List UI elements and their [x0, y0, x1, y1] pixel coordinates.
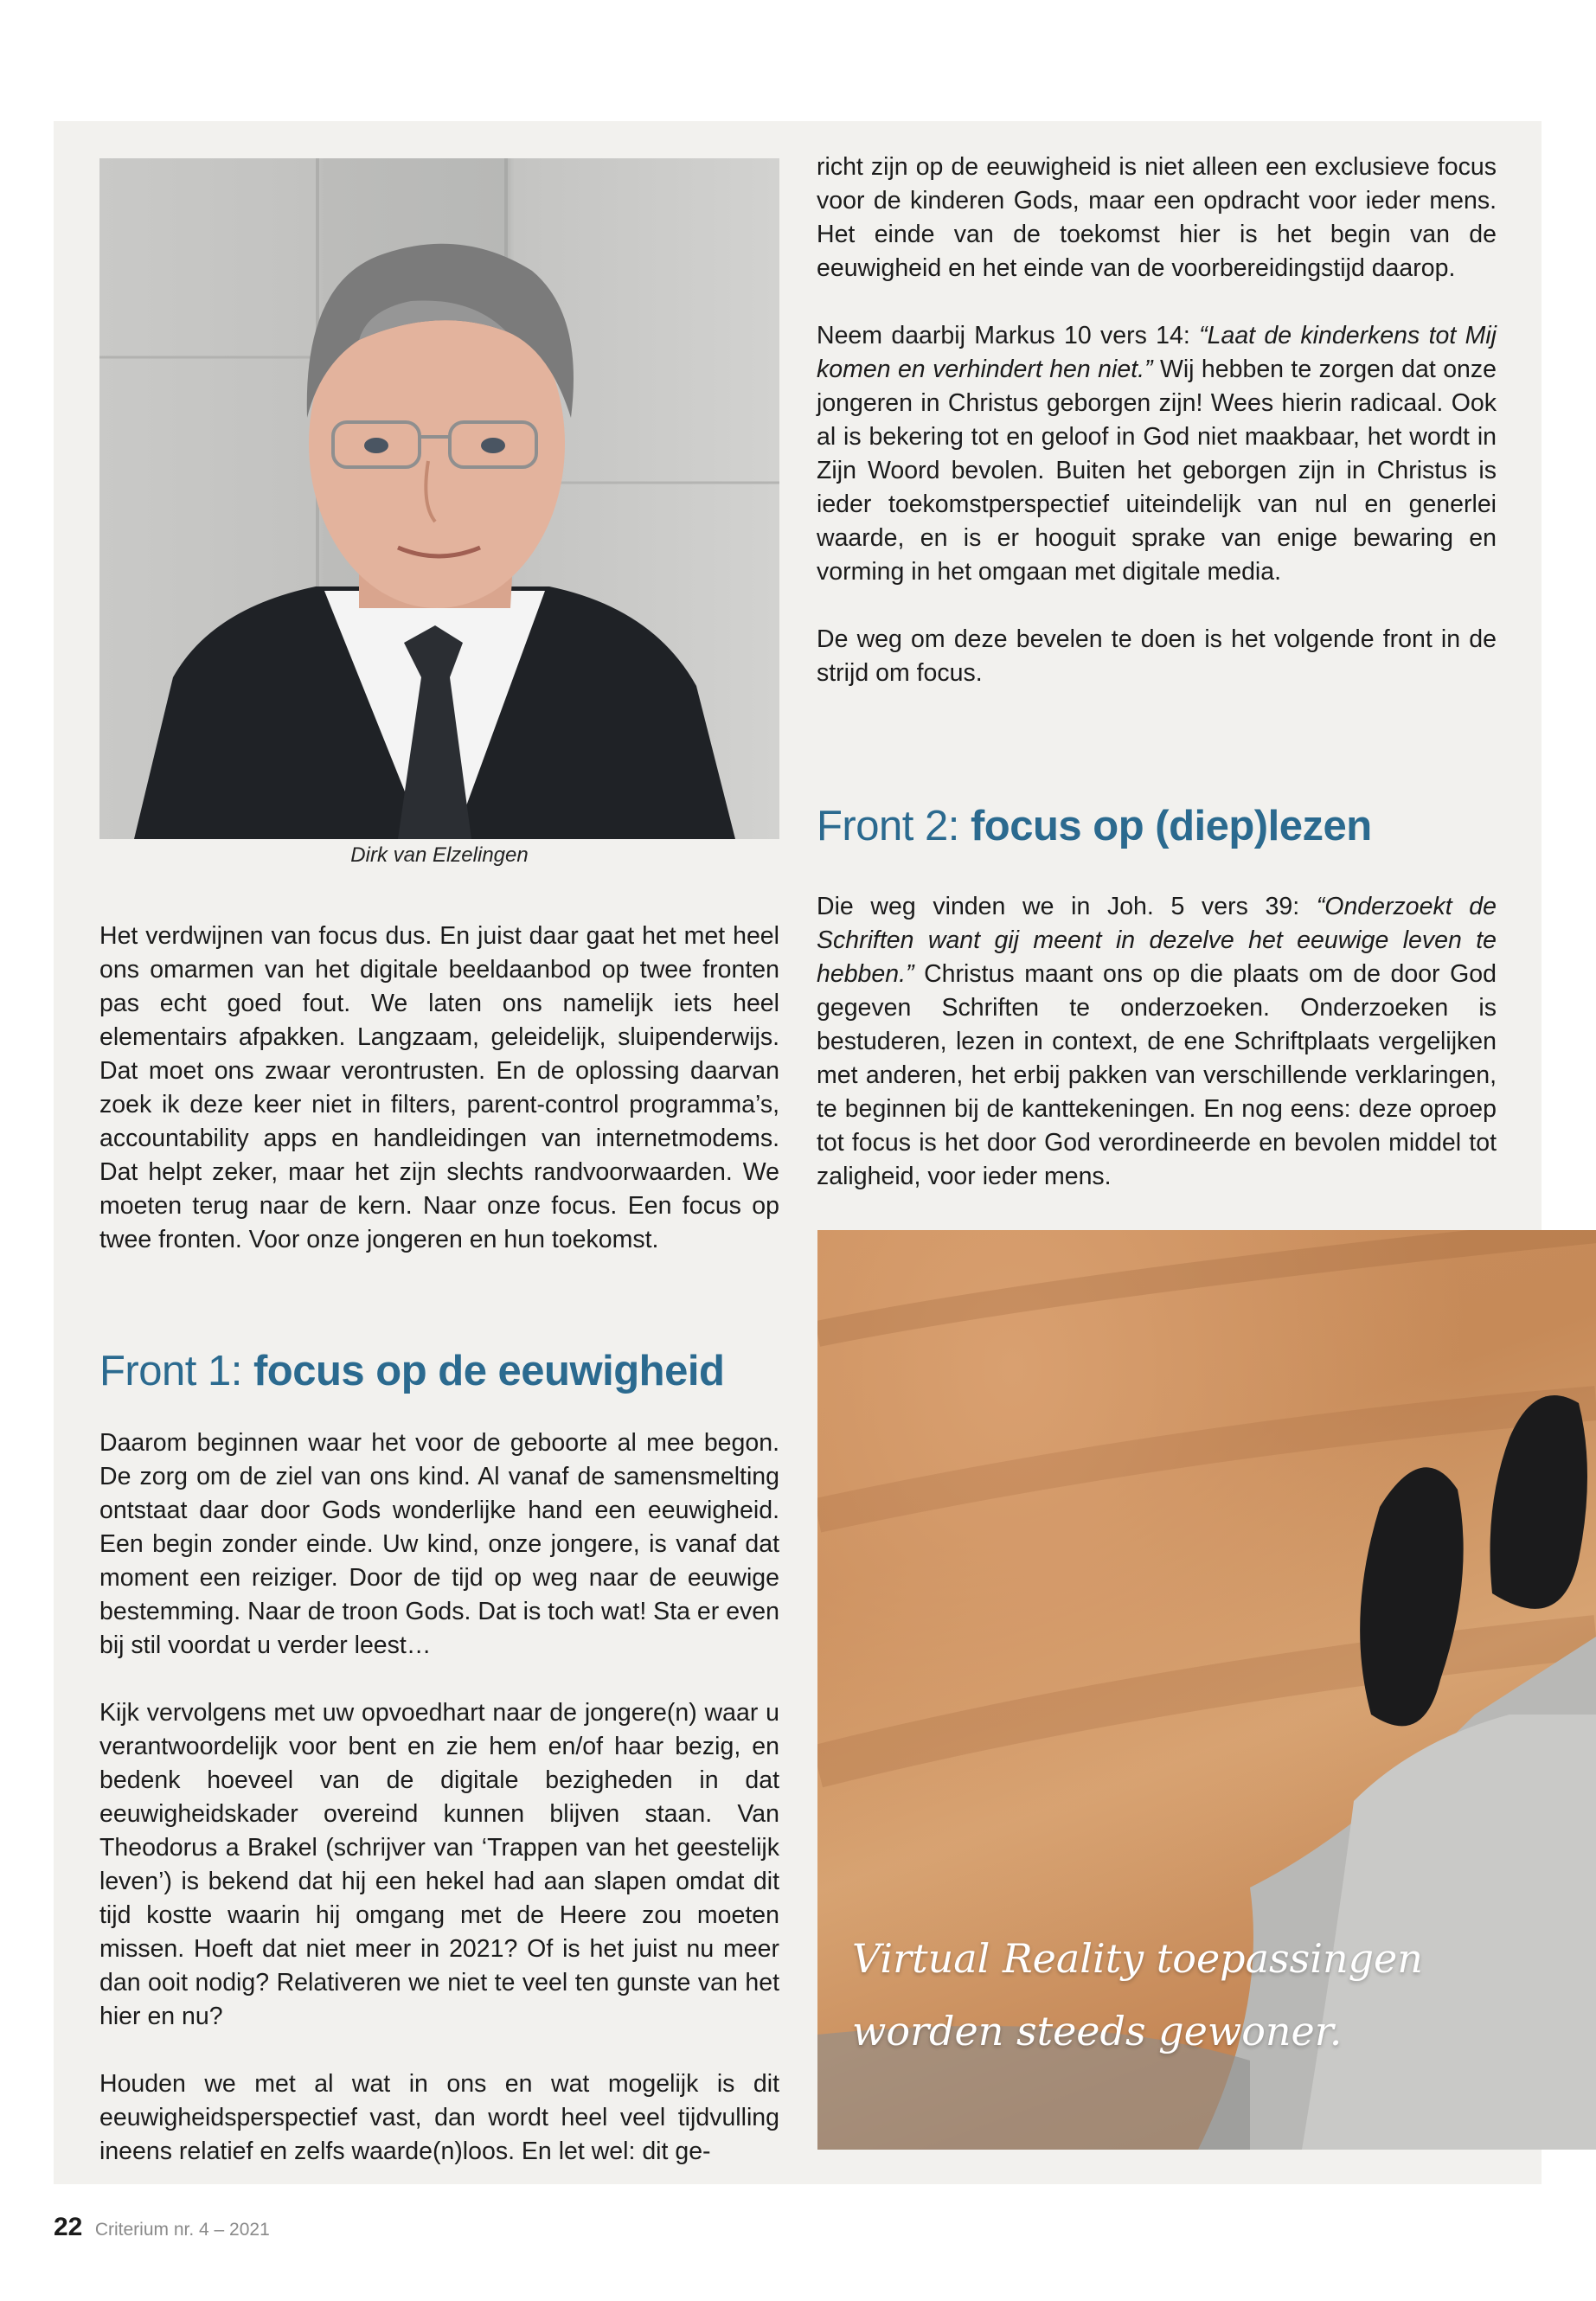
heading-title: focus op (diep)lezen [970, 803, 1372, 849]
right-column-top [817, 151, 1497, 690]
left-column-bottom [99, 1426, 779, 2169]
vr-photo [817, 1230, 1596, 2150]
paragraph: Kijk vervolgens met uw opvoedhart naar de jongere(n) waar u verantwoordelijk voor bent en zie hem en/of haar bezig, en bedenk hoeveel van de digitale bezigheden in dat eeuwigheidskader overeind kunnen blijven staan. Van Theodorus a Brakel (schrijver van ‘Trappen van het geestelijk leven’) is bekend dat hij een hekel had aan slapen omdat dit tijd kostte waarin hij omgang met de Heere zou moeten missen. Hoeft dat niet meer in 2021? Of is het juist nu meer dan ooit nodig? Relativeren we niet te veel ten gunste van het hier en nu? [99, 1699, 779, 2030]
portrait-photo [99, 158, 779, 839]
paragraph [817, 319, 1497, 589]
vr-caption-line1: Virtual Reality toepassingen [852, 1935, 1423, 1982]
paragraph: Het verdwijnen van focus dus. En juist daar gaat het met heel ons omarmen van het digitale beeldaanbod op twee fronten pas echt goed fout. We laten ons namelijk iets heel elementairs afpakken. Langzaam, geleidelijk, sluipenderwijs. Dat moet ons zwaar verontrusten. En de oplossing daarvan zoek ik deze keer niet in filters, parent-control programma’s, accountability apps en handleidingen van internetmodems. Dat helpt zeker, maar het zijn slechts randvoorwaarden. We moeten terug naar de kern. Naar onze focus. Een focus op twee fronten. Voor onze jongeren en hun toekomst. [99, 922, 779, 1253]
paragraph-rest: Wij hebben te zorgen dat onze jongeren in Christus geborgen zijn! Wees hierin radicaal. Ook al is bekering tot en geloof in God niet maakbaar, het wordt in Zijn Woord bevolen. Buiten het geborgen zijn in Christus is ieder toekomstperspectief uiteindelijk van nul en generlei waarde, en is er hooguit sprake van enige bewaring en vorming in het omgaan met digitale media. [817, 356, 1497, 586]
right-column-mid [817, 890, 1497, 1194]
paragraph: richt zijn op de eeuwigheid is niet alleen een exclusieve focus voor de kinderen Gods, maar een opdracht voor ieder mens. Het einde van de toekomst hier is het begin van de eeuwigheid en het einde van de voorbereidingstijd daarop. [817, 153, 1497, 282]
page-number: 22 [54, 2213, 83, 2241]
heading-title: focus op de eeuwigheid [253, 1348, 725, 1394]
paragraph-intro: Neem daarbij Markus 10 vers 14: [817, 322, 1200, 349]
bible-quote: “Onderzoekt de Schriften want gij meent in dezelve het eeuwige leven te hebben.” [817, 893, 1497, 988]
portrait-illustration [99, 158, 779, 839]
page-footer [54, 2213, 270, 2242]
left-column-top [99, 920, 779, 1257]
paragraph: De weg om deze bevelen te doen is het volgende front in de strijd om focus. [817, 625, 1497, 687]
paragraph: Houden we met al wat in ons en wat mogelijk is dit eeuwigheidsperspectief vast, dan wordt heel veel tijdvulling ineens relatief en zelfs waarde(n)loos. En let wel: dit ge- [99, 2070, 779, 2165]
paragraph: Daarom beginnen waar het voor de geboorte al mee begon. De zorg om de ziel van ons kind. Al vanaf de samensmelting ontstaat daar door Gods wonderlijke hand een eeuwigheid. Een begin zonder einde. Uw kind, onze jongere, is vanaf dat moment een reiziger. Door de tijd op weg naar de eeuwige bestemming. Naar de troon Gods. Dat is toch wat! Sta er even bij stil voordat u verder leest… [99, 1429, 779, 1659]
section-heading-front1 [99, 1345, 724, 1397]
vr-caption [852, 1922, 1561, 2067]
section-heading-front2 [817, 800, 1372, 852]
bible-quote: “Laat de kinderkens tot Mij komen en verhindert hen niet.” [817, 322, 1497, 383]
heading-prefix: Front 2: [817, 803, 959, 849]
paragraph [817, 890, 1497, 1194]
photo-caption: Dirk van Elzelingen [350, 843, 529, 867]
paragraph-intro: Die weg vinden we in Joh. 5 vers 39: [817, 893, 1317, 920]
paragraph-rest: Christus maant ons op die plaats om de door God gegeven Schriften te onderzoeken. Onderzoeken is bestuderen, lezen in context, de ene Schriftplaats vergelijken met anderen, het erbij pakken van verschillende verklaringen, te beginnen bij de kanttekeningen. En nog eens: deze oproep tot focus is het door God verordineerde en bevolen middel tot zaligheid, voor ieder mens. [817, 960, 1497, 1190]
magazine-issue: Criterium nr. 4 – 2021 [94, 2220, 270, 2240]
heading-prefix: Front 1: [99, 1348, 242, 1394]
vr-caption-line2: worden steeds gewoner. [852, 2008, 1343, 2054]
